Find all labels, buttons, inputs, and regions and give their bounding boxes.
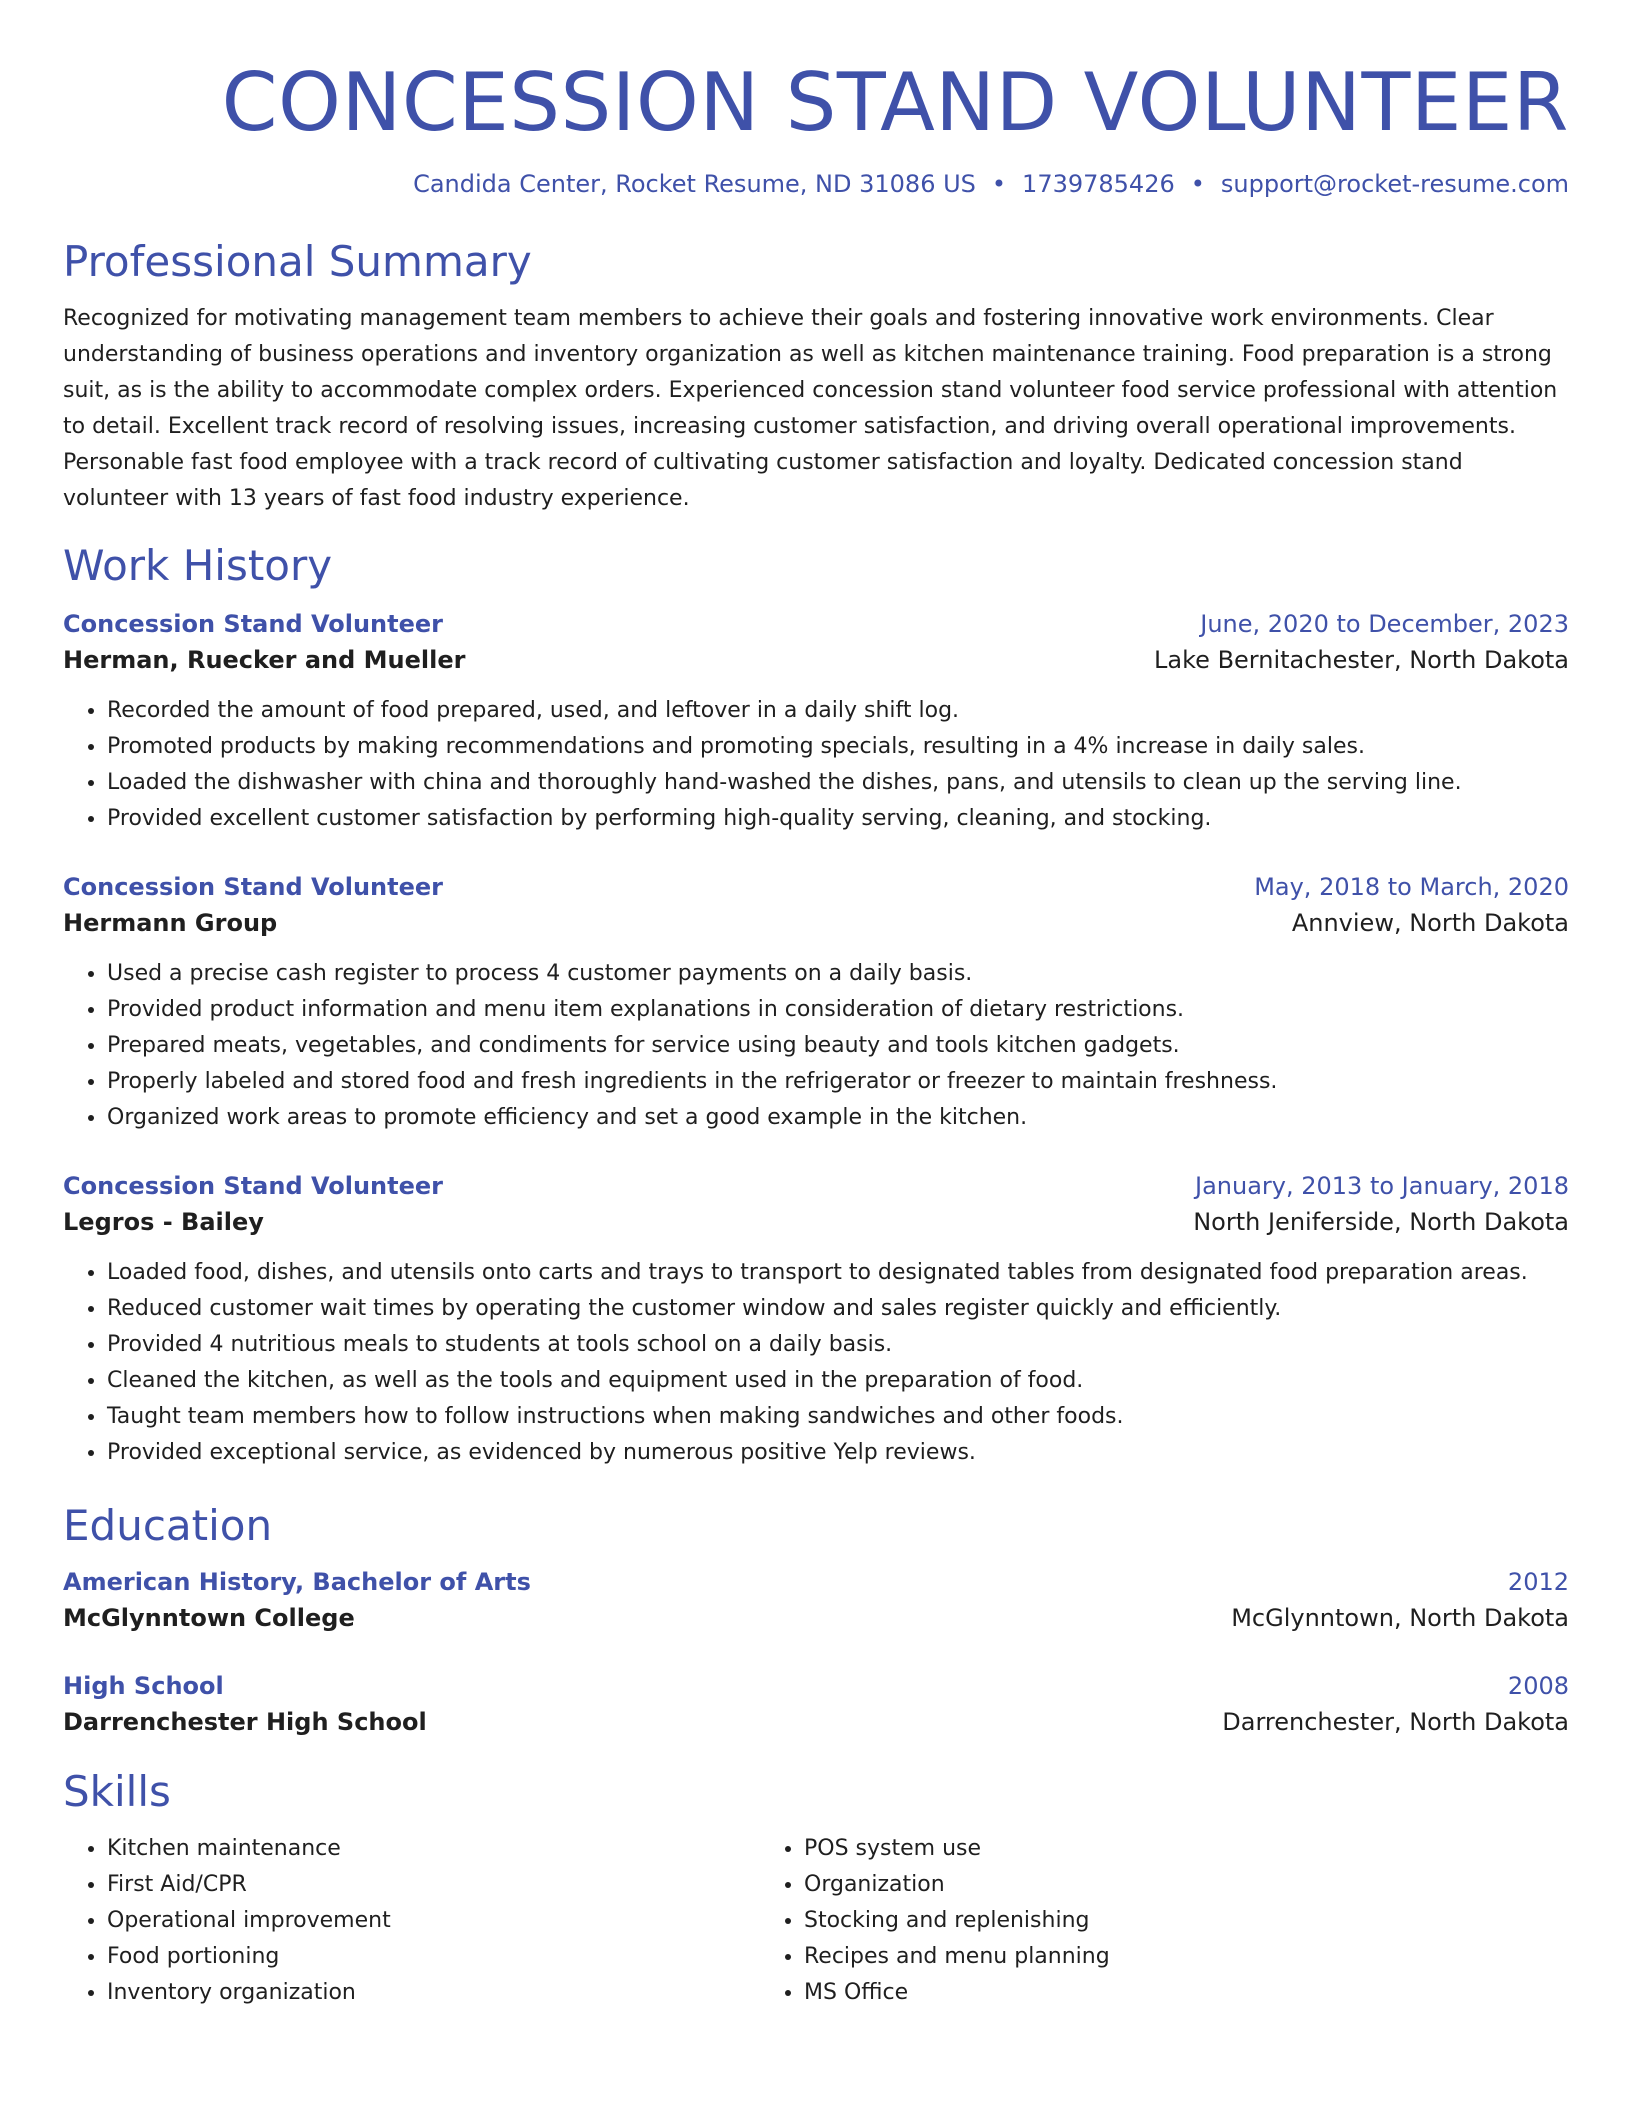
job-duty: • Provided exceptional service, as evidenced by numerous positive Yelp reviews. [107, 1435, 1569, 1471]
education-year: 2012 [1507, 1568, 1569, 1596]
candidate-title: CONCESSION STAND VOLUNTEER [221, 56, 1569, 149]
job-company: Herman, Ruecker and Mueller [63, 646, 466, 674]
education-location: Darrenchester, North Dakota [1222, 1708, 1569, 1736]
contact-separator: • [1190, 170, 1205, 198]
summary-text: Recognized for motivating management team members to achieve their goals and fostering innovative work environments. Clear understanding of business operations and inventory organization as well as kitchen maintenance training. Food preparation is a strong suit, as is the ability to accommodate complex orders. Experienced concession stand volunteer food service professional with attention to detail. Excellent track record of resolving issues, increasing customer satisfaction, and driving overall operational improvements. Personable fast food employee with a track record of cultivating customer satisfaction and loyalty. Dedicated concession stand volunteer with 13 years of fast food industry experience. [63, 306, 1558, 511]
skills-heading: Skills [63, 1767, 171, 1816]
job-duty: • Recorded the amount of food prepared, used, and leftover in a daily shift log. [107, 693, 1569, 729]
education-location: McGlynntown, North Dakota [1231, 1604, 1569, 1632]
job-entry [63, 1169, 1569, 1471]
job-duty: • Loaded food, dishes, and utensils onto carts and trays to transport to designated tables from designated food preparation areas. [107, 1255, 1569, 1291]
job-location: North Jeniferside, North Dakota [1193, 1208, 1569, 1236]
job-duties [63, 956, 1569, 1136]
skills-columns [63, 1831, 1569, 2011]
job-duty: • Organized work areas to promote efficiency and set a good example in the kitchen. [107, 1100, 1569, 1136]
skill-item: • Kitchen maintenance [107, 1831, 760, 1867]
contact-email[interactable]: support@rocket-resume.com [1220, 170, 1569, 198]
job-role: Concession Stand Volunteer [63, 1172, 444, 1200]
job-dates: May, 2018 to March, 2020 [1254, 873, 1569, 901]
skill-item: • Inventory organization [107, 1975, 760, 2011]
education-school: Darrenchester High School [63, 1708, 427, 1736]
skill-item: • Food portioning [107, 1939, 760, 1975]
skill-item: • Operational improvement [107, 1903, 760, 1939]
job-duty: • Loaded the dishwasher with china and thoroughly hand-washed the dishes, pans, and utensils to clean up the serving line. [107, 765, 1569, 801]
job-location: Lake Bernitachester, North Dakota [1154, 646, 1569, 674]
job-company: Legros - Bailey [63, 1208, 264, 1236]
job-duty: • Prepared meats, vegetables, and condiments for service using beauty and tools kitchen gadgets. [107, 1028, 1569, 1064]
job-duty: • Promoted products by making recommendations and promoting specials, resulting in a 4% increase in daily sales. [107, 729, 1569, 765]
contact-line [63, 169, 1569, 199]
job-duty: • Taught team members how to follow instructions when making sandwiches and other foods. [107, 1399, 1569, 1435]
job-role: Concession Stand Volunteer [63, 610, 444, 638]
contact-address: Candida Center, Rocket Resume, ND 31086 US [413, 170, 976, 198]
job-duties [63, 1255, 1569, 1471]
job-duty: • Provided product information and menu item explanations in consideration of dietary restrictions. [107, 992, 1569, 1028]
skills-list-left [63, 1831, 760, 2011]
skill-item: • Recipes and menu planning [804, 1939, 1457, 1975]
education-heading: Education [63, 1501, 273, 1550]
job-duty: • Used a precise cash register to process 4 customer payments on a daily basis. [107, 956, 1569, 992]
education-entry [63, 1669, 1569, 1741]
summary-heading: Professional Summary [63, 237, 532, 286]
education-year: 2008 [1507, 1672, 1569, 1700]
job-duty: • Properly labeled and stored food and fresh ingredients in the refrigerator or freezer to maintain freshness. [107, 1064, 1569, 1100]
skill-item: • Stocking and replenishing [804, 1903, 1457, 1939]
skill-item: • First Aid/CPR [107, 1867, 760, 1903]
job-entry [63, 870, 1569, 1136]
skills-list-right [760, 1831, 1457, 2011]
education-degree: American History, Bachelor of Arts [63, 1568, 531, 1596]
skill-item: • MS Office [804, 1975, 1457, 2011]
job-dates: January, 2013 to January, 2018 [1195, 1172, 1569, 1200]
job-duties [63, 693, 1569, 837]
education-entry [63, 1565, 1569, 1637]
contact-phone: 1739785426 [1022, 170, 1175, 198]
work-history-heading: Work History [63, 541, 333, 590]
education-school: McGlynntown College [63, 1604, 355, 1632]
job-company: Hermann Group [63, 909, 278, 937]
job-duty: • Reduced customer wait times by operating the customer window and sales register quickly and efficiently. [107, 1291, 1569, 1327]
job-duty: • Provided 4 nutritious meals to students at tools school on a daily basis. [107, 1327, 1569, 1363]
job-dates: June, 2020 to December, 2023 [1200, 610, 1569, 638]
contact-separator: • [991, 170, 1007, 198]
education-degree: High School [63, 1672, 224, 1700]
job-role: Concession Stand Volunteer [63, 873, 444, 901]
skill-item: • POS system use [804, 1831, 1457, 1867]
job-location: Annview, North Dakota [1291, 909, 1569, 937]
skill-item: • Organization [804, 1867, 1457, 1903]
job-duty: • Cleaned the kitchen, as well as the tools and equipment used in the preparation of food. [107, 1363, 1569, 1399]
job-entry [63, 607, 1569, 837]
job-duty: • Provided excellent customer satisfaction by performing high-quality serving, cleaning, and stocking. [107, 801, 1569, 837]
